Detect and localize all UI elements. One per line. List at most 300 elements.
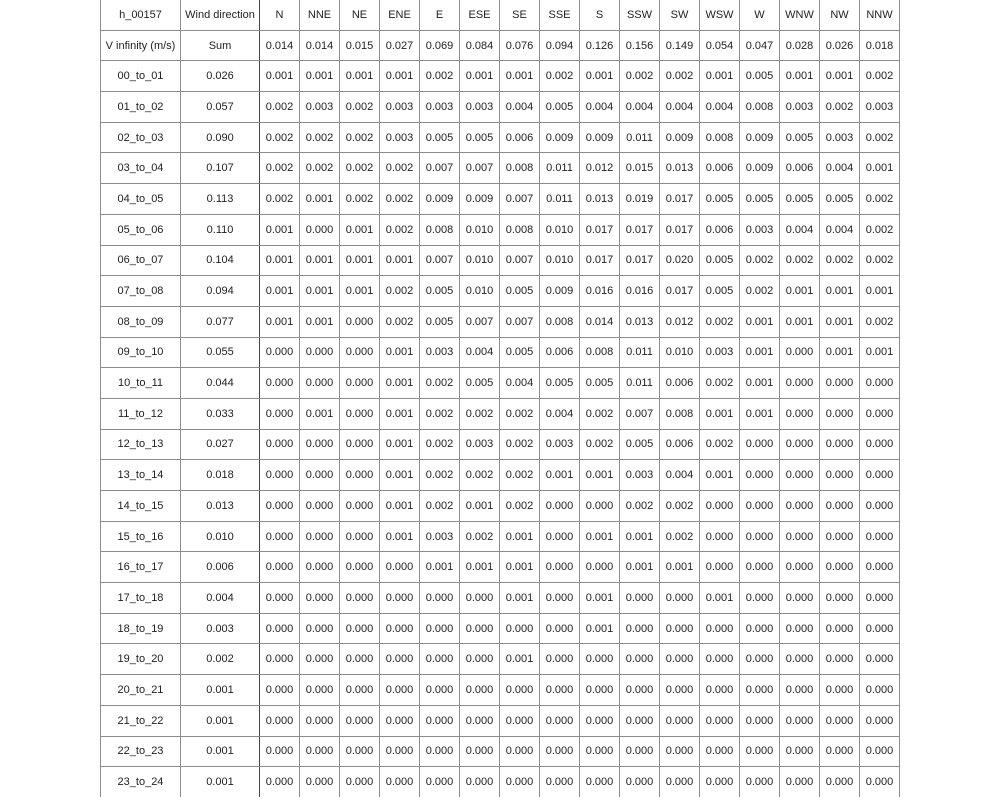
value-cell: 0.007 [460, 153, 500, 184]
sum-cell-ssw: 0.156 [620, 30, 660, 61]
value-cell: 0.016 [580, 276, 620, 307]
value-cell: 0.000 [540, 736, 580, 767]
value-cell: 0.004 [820, 214, 860, 245]
value-cell: 0.001 [580, 521, 620, 552]
value-cell: 0.003 [380, 122, 420, 153]
value-cell: 0.001 [380, 368, 420, 399]
value-cell: 0.001 [260, 245, 300, 276]
value-cell: 0.000 [260, 398, 300, 429]
value-cell: 0.000 [580, 552, 620, 583]
value-cell: 0.010 [540, 245, 580, 276]
value-cell: 0.000 [820, 644, 860, 675]
corner-label: h_00157 [101, 0, 181, 30]
sum-cell-wsw: 0.054 [700, 30, 740, 61]
value-cell: 0.000 [540, 491, 580, 522]
value-cell: 0.001 [260, 306, 300, 337]
value-cell: 0.000 [580, 675, 620, 706]
value-cell: 0.001 [740, 337, 780, 368]
value-cell: 0.019 [620, 184, 660, 215]
row-sum-cell: 0.013 [181, 491, 260, 522]
speed-bin-label: 10_to_11 [101, 368, 181, 399]
value-cell: 0.000 [580, 736, 620, 767]
value-cell: 0.000 [420, 736, 460, 767]
value-cell: 0.006 [660, 368, 700, 399]
value-cell: 0.000 [820, 429, 860, 460]
speed-bin-label: 19_to_20 [101, 644, 181, 675]
value-cell: 0.002 [260, 184, 300, 215]
value-cell: 0.009 [660, 122, 700, 153]
value-cell: 0.002 [300, 122, 340, 153]
value-cell: 0.001 [380, 61, 420, 92]
value-cell: 0.000 [300, 675, 340, 706]
direction-header-ssw: SSW [620, 0, 660, 30]
value-cell: 0.007 [500, 306, 540, 337]
value-cell: 0.000 [780, 613, 820, 644]
speed-bin-label: 16_to_17 [101, 552, 181, 583]
table-row [101, 705, 900, 736]
row-sum-cell: 0.006 [181, 552, 260, 583]
table-row [101, 306, 900, 337]
value-cell: 0.001 [500, 583, 540, 614]
value-cell: 0.005 [500, 276, 540, 307]
value-cell: 0.003 [300, 92, 340, 123]
value-cell: 0.011 [620, 337, 660, 368]
value-cell: 0.000 [860, 521, 900, 552]
value-cell: 0.000 [780, 675, 820, 706]
direction-header-se: SE [500, 0, 540, 30]
sum-cell-nw: 0.026 [820, 30, 860, 61]
value-cell: 0.007 [460, 306, 500, 337]
value-cell: 0.001 [380, 521, 420, 552]
value-cell: 0.000 [620, 613, 660, 644]
row-sum-cell: 0.001 [181, 767, 260, 797]
value-cell: 0.001 [860, 153, 900, 184]
value-cell: 0.001 [620, 552, 660, 583]
value-cell: 0.000 [340, 460, 380, 491]
row-sum-cell: 0.027 [181, 429, 260, 460]
value-cell: 0.000 [300, 429, 340, 460]
table-row [101, 429, 900, 460]
value-cell: 0.010 [540, 214, 580, 245]
row-sum-cell: 0.094 [181, 276, 260, 307]
value-cell: 0.000 [660, 583, 700, 614]
value-cell: 0.001 [820, 276, 860, 307]
value-cell: 0.000 [340, 337, 380, 368]
value-cell: 0.002 [660, 61, 700, 92]
value-cell: 0.006 [660, 429, 700, 460]
value-cell: 0.000 [740, 491, 780, 522]
row-sum-cell: 0.107 [181, 153, 260, 184]
value-cell: 0.012 [660, 306, 700, 337]
value-cell: 0.009 [540, 122, 580, 153]
value-cell: 0.006 [540, 337, 580, 368]
value-cell: 0.000 [820, 398, 860, 429]
row-sum-cell: 0.113 [181, 184, 260, 215]
row-sum-cell: 0.001 [181, 736, 260, 767]
value-cell: 0.000 [780, 460, 820, 491]
value-cell: 0.000 [540, 705, 580, 736]
value-cell: 0.000 [340, 767, 380, 797]
value-cell: 0.005 [820, 184, 860, 215]
value-cell: 0.001 [420, 552, 460, 583]
value-cell: 0.000 [780, 767, 820, 797]
value-cell: 0.002 [260, 92, 300, 123]
row-sum-cell: 0.004 [181, 583, 260, 614]
value-cell: 0.000 [340, 491, 380, 522]
value-cell: 0.000 [460, 644, 500, 675]
value-cell: 0.002 [420, 491, 460, 522]
value-cell: 0.002 [740, 245, 780, 276]
sum-cell-e: 0.069 [420, 30, 460, 61]
speed-bin-label: 00_to_01 [101, 61, 181, 92]
value-cell: 0.001 [580, 613, 620, 644]
table-row [101, 736, 900, 767]
value-cell: 0.001 [860, 337, 900, 368]
value-cell: 0.000 [260, 736, 300, 767]
value-cell: 0.000 [460, 767, 500, 797]
value-cell: 0.001 [500, 521, 540, 552]
value-cell: 0.002 [860, 184, 900, 215]
value-cell: 0.002 [580, 429, 620, 460]
direction-header-ene: ENE [380, 0, 420, 30]
value-cell: 0.001 [260, 276, 300, 307]
value-cell: 0.000 [820, 613, 860, 644]
value-cell: 0.000 [500, 736, 540, 767]
table-row [101, 675, 900, 706]
speed-bin-label: 06_to_07 [101, 245, 181, 276]
value-cell: 0.002 [260, 153, 300, 184]
value-cell: 0.000 [700, 644, 740, 675]
value-cell: 0.003 [860, 92, 900, 123]
value-cell: 0.000 [700, 613, 740, 644]
value-cell: 0.000 [820, 675, 860, 706]
value-cell: 0.000 [540, 675, 580, 706]
speed-bin-label: 17_to_18 [101, 583, 181, 614]
direction-header-wsw: WSW [700, 0, 740, 30]
value-cell: 0.001 [260, 61, 300, 92]
table-row [101, 61, 900, 92]
value-cell: 0.013 [580, 184, 620, 215]
value-cell: 0.000 [740, 736, 780, 767]
value-cell: 0.014 [580, 306, 620, 337]
value-cell: 0.002 [700, 306, 740, 337]
value-cell: 0.001 [580, 61, 620, 92]
direction-header-n: N [260, 0, 300, 30]
speed-bin-label: 18_to_19 [101, 613, 181, 644]
value-cell: 0.004 [780, 214, 820, 245]
value-cell: 0.001 [380, 491, 420, 522]
value-cell: 0.008 [500, 153, 540, 184]
value-cell: 0.001 [340, 61, 380, 92]
value-cell: 0.000 [580, 491, 620, 522]
value-cell: 0.006 [500, 122, 540, 153]
value-cell: 0.002 [860, 214, 900, 245]
value-cell: 0.002 [860, 61, 900, 92]
table-row [101, 184, 900, 215]
value-cell: 0.001 [300, 276, 340, 307]
row-sum-cell: 0.003 [181, 613, 260, 644]
value-cell: 0.008 [700, 122, 740, 153]
value-cell: 0.000 [540, 613, 580, 644]
speed-bin-label: 03_to_04 [101, 153, 181, 184]
value-cell: 0.017 [620, 245, 660, 276]
value-cell: 0.004 [660, 92, 700, 123]
value-cell: 0.002 [740, 276, 780, 307]
value-cell: 0.017 [580, 214, 620, 245]
value-cell: 0.006 [700, 214, 740, 245]
value-cell: 0.020 [660, 245, 700, 276]
direction-header-sw: SW [660, 0, 700, 30]
value-cell: 0.000 [380, 644, 420, 675]
value-cell: 0.000 [700, 675, 740, 706]
value-cell: 0.000 [340, 552, 380, 583]
value-cell: 0.001 [300, 398, 340, 429]
value-cell: 0.000 [540, 583, 580, 614]
value-cell: 0.007 [620, 398, 660, 429]
value-cell: 0.000 [300, 214, 340, 245]
value-cell: 0.000 [820, 583, 860, 614]
table-row [101, 583, 900, 614]
value-cell: 0.001 [500, 644, 540, 675]
value-cell: 0.003 [700, 337, 740, 368]
value-cell: 0.000 [860, 583, 900, 614]
value-cell: 0.001 [700, 583, 740, 614]
value-cell: 0.000 [740, 552, 780, 583]
value-cell: 0.000 [860, 613, 900, 644]
value-cell: 0.000 [340, 583, 380, 614]
value-cell: 0.008 [500, 214, 540, 245]
value-cell: 0.001 [300, 184, 340, 215]
value-cell: 0.000 [620, 644, 660, 675]
direction-header-sse: SSE [540, 0, 580, 30]
value-cell: 0.005 [780, 184, 820, 215]
table-row [101, 521, 900, 552]
value-cell: 0.009 [740, 122, 780, 153]
value-cell: 0.005 [780, 122, 820, 153]
row-sum-cell: 0.077 [181, 306, 260, 337]
value-cell: 0.000 [340, 306, 380, 337]
value-cell: 0.002 [380, 153, 420, 184]
table-row [101, 368, 900, 399]
row-sum-cell: 0.044 [181, 368, 260, 399]
value-cell: 0.001 [700, 61, 740, 92]
value-cell: 0.001 [300, 306, 340, 337]
direction-header-nw: NW [820, 0, 860, 30]
value-cell: 0.000 [500, 675, 540, 706]
value-cell: 0.000 [420, 583, 460, 614]
value-cell: 0.016 [620, 276, 660, 307]
row-sum-cell: 0.018 [181, 460, 260, 491]
value-cell: 0.002 [340, 92, 380, 123]
value-cell: 0.000 [260, 460, 300, 491]
value-cell: 0.011 [540, 153, 580, 184]
value-cell: 0.001 [500, 552, 540, 583]
value-cell: 0.000 [700, 552, 740, 583]
value-cell: 0.000 [820, 705, 860, 736]
value-cell: 0.009 [420, 184, 460, 215]
value-cell: 0.002 [860, 306, 900, 337]
wind-direction-label: Wind direction [181, 0, 260, 30]
value-cell: 0.004 [580, 92, 620, 123]
value-cell: 0.002 [380, 306, 420, 337]
value-cell: 0.001 [460, 491, 500, 522]
value-cell: 0.003 [460, 429, 500, 460]
value-cell: 0.001 [740, 368, 780, 399]
value-cell: 0.000 [420, 675, 460, 706]
value-cell: 0.003 [780, 92, 820, 123]
value-cell: 0.000 [380, 613, 420, 644]
table-row [101, 92, 900, 123]
value-cell: 0.009 [740, 153, 780, 184]
value-cell: 0.002 [860, 245, 900, 276]
speed-bin-label: 05_to_06 [101, 214, 181, 245]
value-cell: 0.005 [740, 184, 780, 215]
value-cell: 0.001 [700, 398, 740, 429]
value-cell: 0.002 [820, 245, 860, 276]
direction-header-nnw: NNW [860, 0, 900, 30]
value-cell: 0.002 [420, 398, 460, 429]
value-cell: 0.004 [820, 153, 860, 184]
value-cell: 0.002 [500, 429, 540, 460]
value-cell: 0.008 [580, 337, 620, 368]
value-cell: 0.000 [700, 521, 740, 552]
value-cell: 0.000 [580, 767, 620, 797]
value-cell: 0.001 [580, 583, 620, 614]
value-cell: 0.017 [620, 214, 660, 245]
value-cell: 0.005 [580, 368, 620, 399]
value-cell: 0.000 [340, 675, 380, 706]
value-cell: 0.000 [460, 736, 500, 767]
value-cell: 0.000 [380, 736, 420, 767]
value-cell: 0.002 [860, 122, 900, 153]
value-cell: 0.000 [460, 675, 500, 706]
value-cell: 0.000 [660, 767, 700, 797]
value-cell: 0.001 [380, 429, 420, 460]
value-cell: 0.000 [260, 491, 300, 522]
value-cell: 0.000 [740, 705, 780, 736]
value-cell: 0.000 [420, 767, 460, 797]
value-cell: 0.000 [820, 491, 860, 522]
speed-bin-label: 02_to_03 [101, 122, 181, 153]
sum-cell-sse: 0.094 [540, 30, 580, 61]
value-cell: 0.000 [260, 613, 300, 644]
value-cell: 0.005 [500, 337, 540, 368]
direction-header-w: W [740, 0, 780, 30]
row-sum-cell: 0.001 [181, 675, 260, 706]
value-cell: 0.000 [300, 552, 340, 583]
value-cell: 0.011 [620, 122, 660, 153]
value-cell: 0.000 [420, 613, 460, 644]
table-row [101, 276, 900, 307]
value-cell: 0.000 [540, 644, 580, 675]
value-cell: 0.000 [660, 644, 700, 675]
value-cell: 0.001 [780, 61, 820, 92]
value-cell: 0.000 [660, 705, 700, 736]
value-cell: 0.001 [300, 61, 340, 92]
value-cell: 0.005 [700, 245, 740, 276]
row-sum-cell: 0.110 [181, 214, 260, 245]
value-cell: 0.000 [260, 583, 300, 614]
direction-header-ne: NE [340, 0, 380, 30]
value-cell: 0.002 [340, 184, 380, 215]
value-cell: 0.000 [860, 644, 900, 675]
value-cell: 0.001 [340, 276, 380, 307]
value-cell: 0.000 [380, 675, 420, 706]
direction-header-ese: ESE [460, 0, 500, 30]
value-cell: 0.000 [540, 521, 580, 552]
sum-cell-nnw: 0.018 [860, 30, 900, 61]
sum-cell-se: 0.076 [500, 30, 540, 61]
value-cell: 0.017 [660, 184, 700, 215]
value-cell: 0.001 [380, 337, 420, 368]
wind-distribution-table-container [100, 0, 899, 797]
value-cell: 0.000 [620, 736, 660, 767]
value-cell: 0.008 [660, 398, 700, 429]
value-cell: 0.005 [700, 184, 740, 215]
value-cell: 0.007 [500, 184, 540, 215]
value-cell: 0.004 [500, 368, 540, 399]
sum-cell-wnw: 0.028 [780, 30, 820, 61]
sum-label: Sum [181, 30, 260, 61]
value-cell: 0.003 [460, 92, 500, 123]
value-cell: 0.000 [740, 644, 780, 675]
value-cell: 0.009 [580, 122, 620, 153]
value-cell: 0.000 [780, 583, 820, 614]
value-cell: 0.001 [260, 214, 300, 245]
value-cell: 0.001 [740, 398, 780, 429]
value-cell: 0.007 [420, 245, 460, 276]
value-cell: 0.000 [380, 583, 420, 614]
value-cell: 0.000 [820, 767, 860, 797]
value-cell: 0.000 [740, 613, 780, 644]
value-cell: 0.000 [860, 675, 900, 706]
speed-bin-label: 07_to_08 [101, 276, 181, 307]
value-cell: 0.012 [580, 153, 620, 184]
value-cell: 0.004 [460, 337, 500, 368]
sum-cell-ne: 0.015 [340, 30, 380, 61]
value-cell: 0.000 [740, 767, 780, 797]
value-cell: 0.001 [660, 552, 700, 583]
value-cell: 0.000 [620, 583, 660, 614]
value-cell: 0.005 [460, 122, 500, 153]
value-cell: 0.000 [340, 429, 380, 460]
value-cell: 0.005 [460, 368, 500, 399]
value-cell: 0.002 [300, 153, 340, 184]
value-cell: 0.001 [460, 61, 500, 92]
value-cell: 0.000 [820, 460, 860, 491]
speed-bin-label: 15_to_16 [101, 521, 181, 552]
table-row [101, 245, 900, 276]
value-cell: 0.000 [780, 552, 820, 583]
value-cell: 0.000 [260, 675, 300, 706]
value-cell: 0.000 [300, 767, 340, 797]
value-cell: 0.000 [260, 521, 300, 552]
value-cell: 0.002 [420, 429, 460, 460]
value-cell: 0.002 [460, 521, 500, 552]
value-cell: 0.000 [740, 521, 780, 552]
value-cell: 0.001 [820, 337, 860, 368]
row-sum-cell: 0.001 [181, 705, 260, 736]
value-cell: 0.002 [420, 368, 460, 399]
value-cell: 0.000 [540, 767, 580, 797]
value-cell: 0.013 [660, 153, 700, 184]
value-cell: 0.003 [820, 122, 860, 153]
speed-bin-label: 01_to_02 [101, 92, 181, 123]
value-cell: 0.002 [580, 398, 620, 429]
value-cell: 0.001 [740, 306, 780, 337]
value-cell: 0.000 [780, 705, 820, 736]
value-cell: 0.000 [260, 368, 300, 399]
